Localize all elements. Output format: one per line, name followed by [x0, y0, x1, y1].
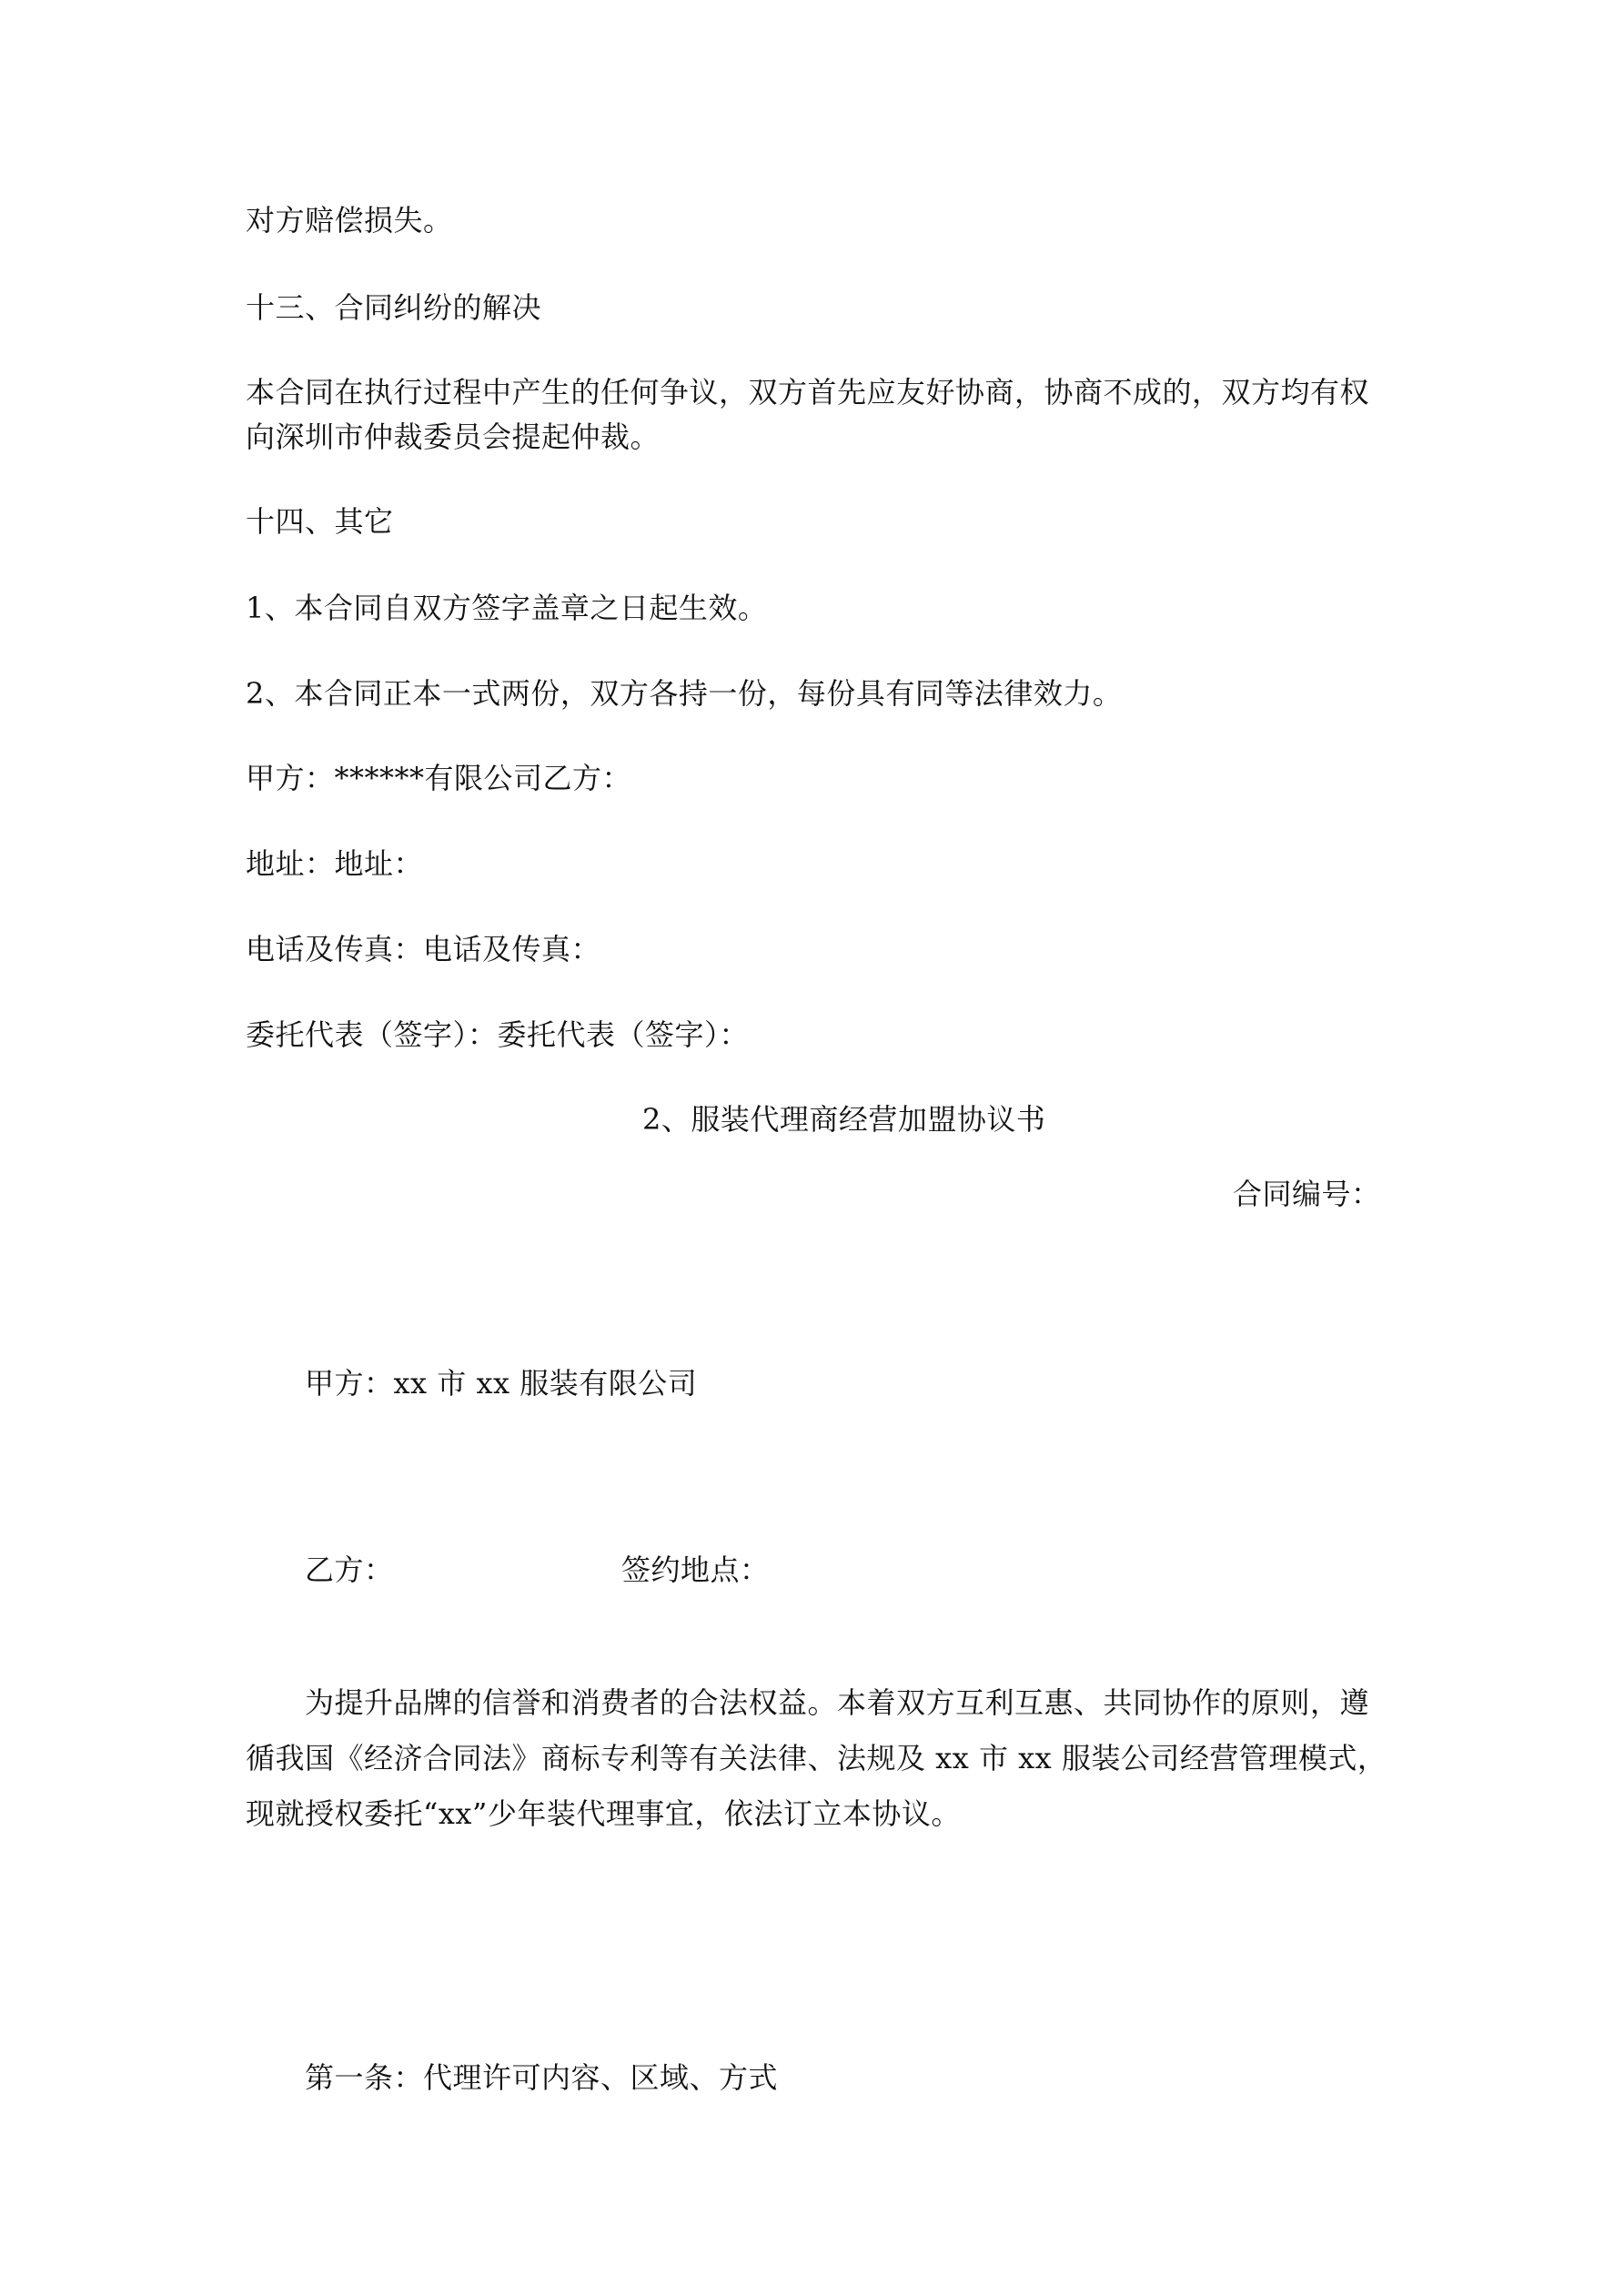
preamble-line-2: 循我国《经济合同法》商标专利等有关法律、法规及 xx 市 xx 服装公司经营管理模式， [246, 1741, 1387, 1775]
section-14-heading: 十四、其它 [246, 504, 394, 539]
party-b-label: 乙方： [305, 1553, 394, 1587]
section-13-heading: 十三、合同纠纷的解决 [246, 290, 542, 325]
section-13-body-line-1: 本合同在执行过程中产生的任何争议，双方首先应友好协商，协商不成的，双方均有权 [246, 375, 1370, 410]
preamble-line-3: 现就授权委托“xx”少年装代理事宜，依法订立本协议。 [246, 1796, 961, 1831]
section-14-item-1: 1、本合同自双方签字盖章之日起生效。 [246, 591, 768, 625]
preamble-line-1: 为提升品牌的信誉和消费者的合法权益。本着双方互利互惠、共同协作的原则，遵 [305, 1685, 1370, 1720]
phone-fax-line: 电话及传真：电话及传真： [246, 932, 601, 966]
agreement-title: 2、服装代理商经营加盟协议书 [642, 1102, 1046, 1137]
section-13-body-line-2: 向深圳市仲裁委员会提起仲裁。 [246, 420, 661, 454]
sign-place-label: 签约地点： [621, 1553, 770, 1587]
continuation-line: 对方赔偿损失。 [246, 203, 453, 238]
section-14-item-2: 2、本合同正本一式两份，双方各持一份，每份具有同等法律效力。 [246, 676, 1123, 711]
party-a-line: 甲方：******有限公司乙方： [246, 761, 632, 795]
contract-number-label: 合同编号： [1233, 1177, 1381, 1211]
address-line: 地址：地址： [246, 846, 424, 881]
party-a-2: 甲方：xx 市 xx 服装有限公司 [305, 1366, 698, 1401]
representative-line: 委托代表（签字）：委托代表（签字）： [246, 1017, 750, 1052]
article-1-heading: 第一条：代理许可内容、区域、方式 [305, 2060, 779, 2095]
